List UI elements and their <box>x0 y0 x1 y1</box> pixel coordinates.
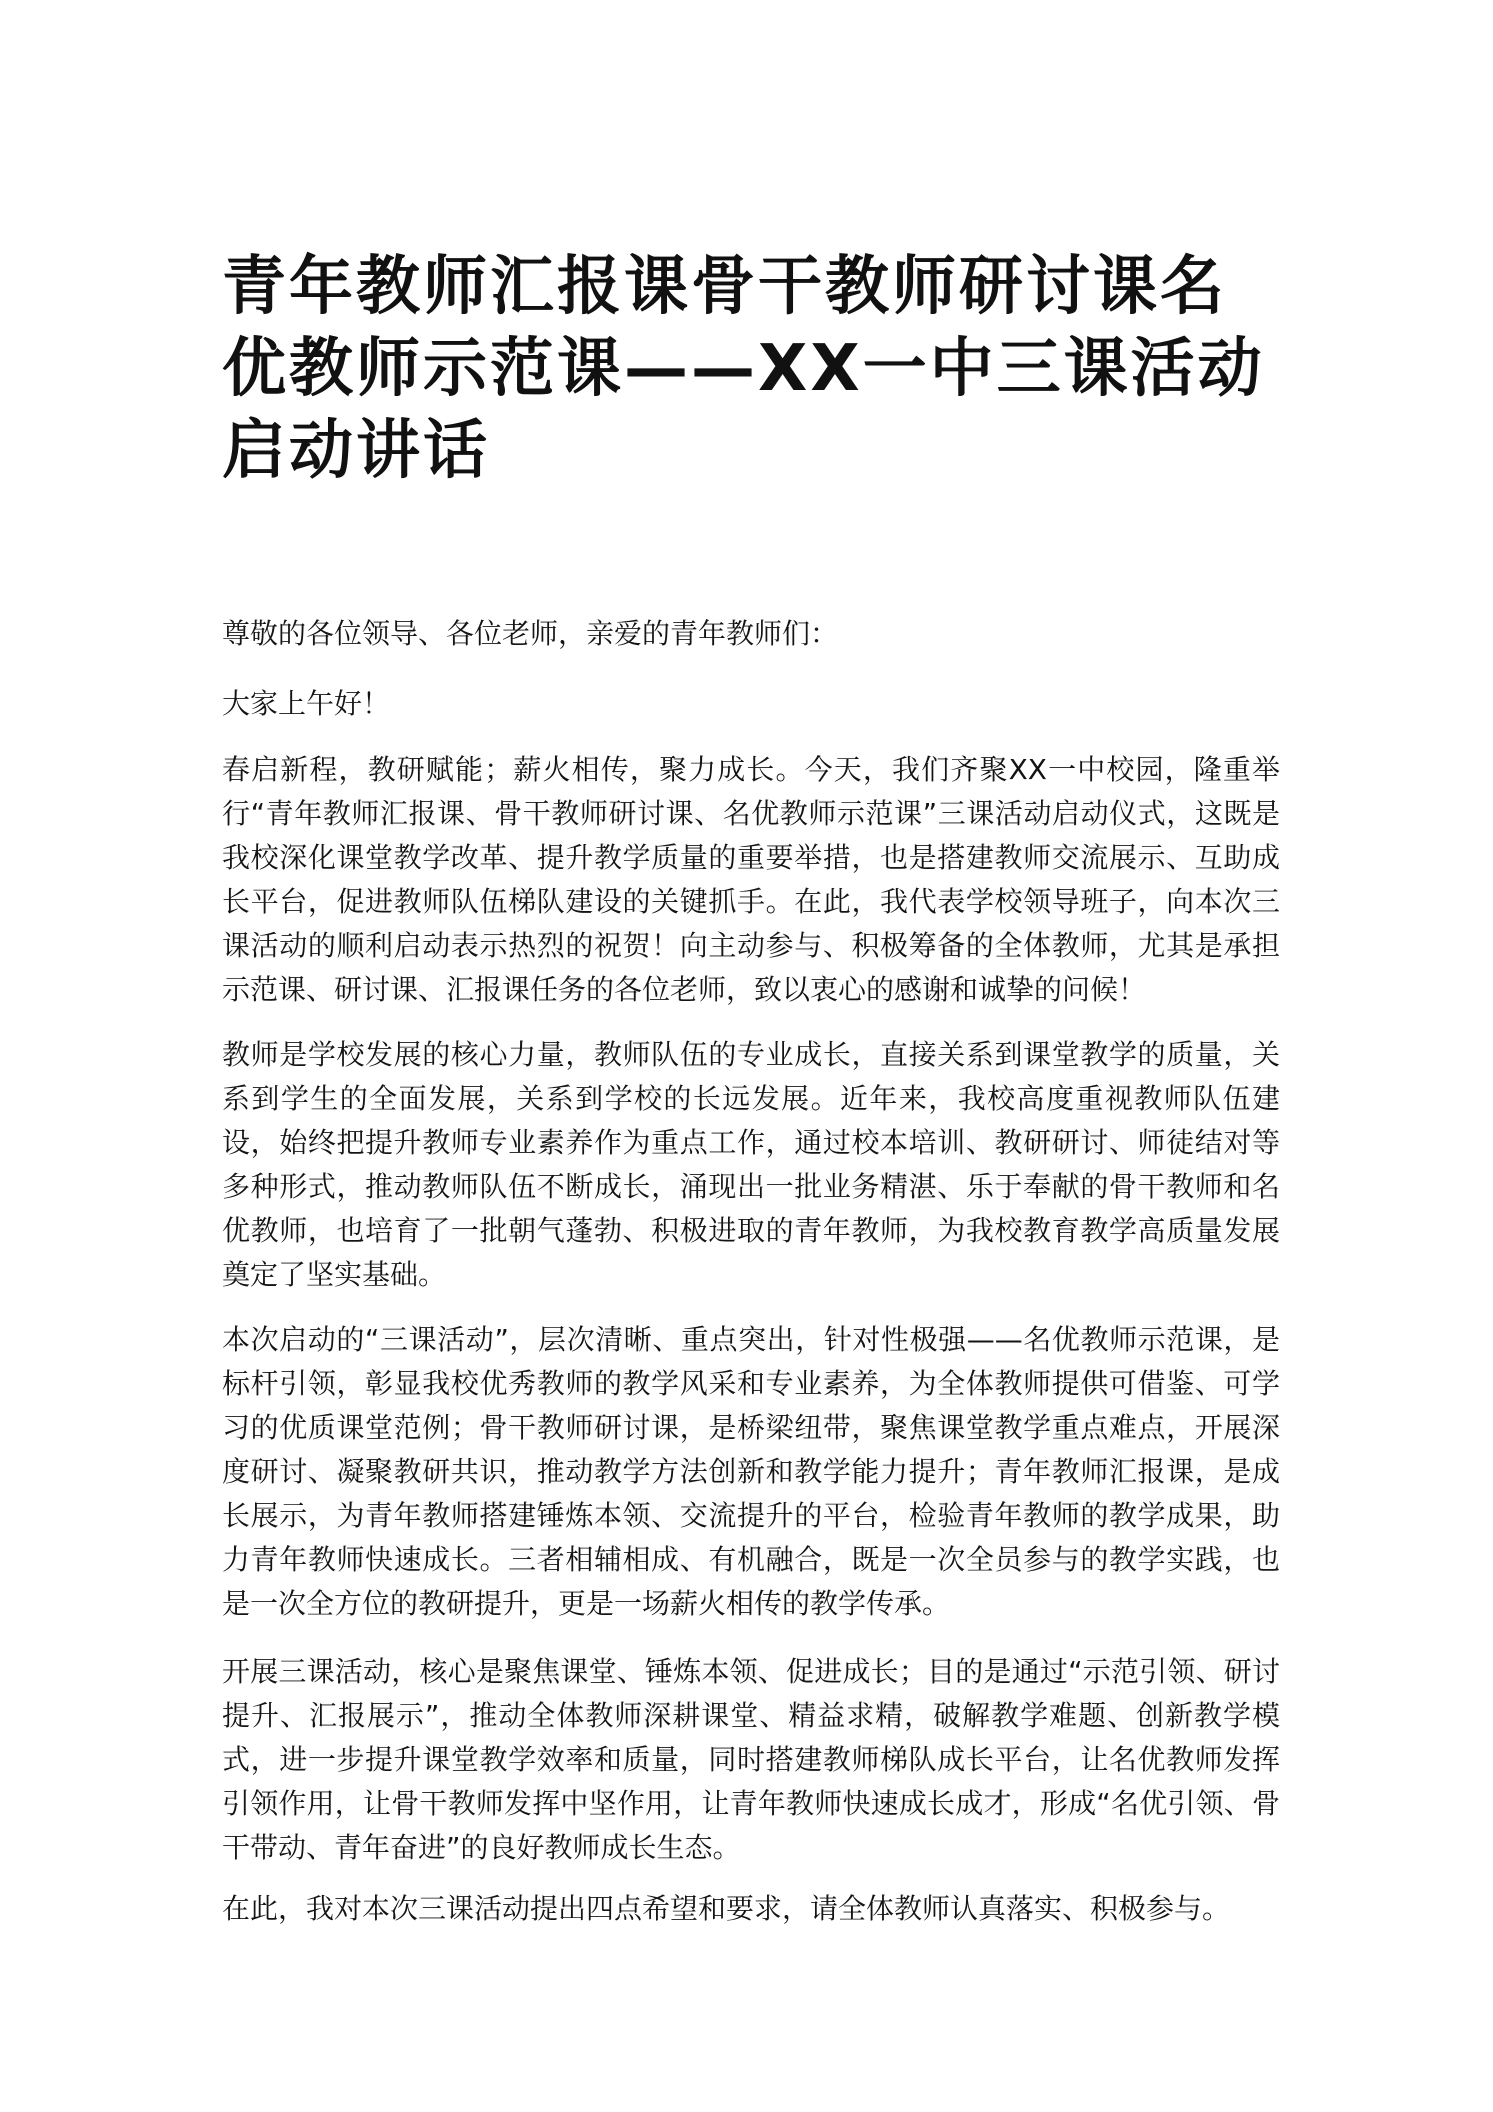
document-body <box>222 612 1280 1931</box>
salutation: 尊敬的各位领导、各位老师，亲爱的青年教师们： <box>222 617 839 650</box>
paragraph: 本次启动的“三课活动”，层次清晰、重点突出，针对性极强——名优教师示范课，是标杆引领，彰显我校优秀教师的教学风采和专业素养，为全体教师提供可借鉴、可学习的优质课堂范例；骨干教师研讨课，是桥梁纽带，聚焦课堂教学重点难点，开展深度研讨、凝聚教研共识，推动教学方法创新和教学能力提升；青年教师汇报课，是成长展示，为青年教师搭建锤炼本领、交流提升的平台，检验青年教师的教学成果，助力青年教师快速成长。三者相辅相成、有机融合，既是一次全员参与的教学实践，也是一次全方位的教研提升，更是一场薪火相传的教学传承。 <box>222 1323 1280 1620</box>
paragraph: 教师是学校发展的核心力量，教师队伍的专业成长，直接关系到课堂教学的质量，关系到学生的全面发展，关系到学校的长远发展。近年来，我校高度重视教师队伍建设，始终把提升教师专业素养作为重点工作，通过校本培训、教研研讨、师徒结对等多种形式，推动教师队伍不断成长，涌现出一批业务精湛、乐于奉献的骨干教师和名优教师，也培育了一批朝气蓬勃、积极进取的青年教师，为我校教育教学高质量发展奠定了坚实基础。 <box>222 1038 1280 1291</box>
document-title: 青年教师汇报课骨干教师研讨课名优教师示范课——XX一中三课活动启动讲话 <box>222 250 1265 488</box>
paragraph: 春启新程，教研赋能；薪火相传，聚力成长。今天，我们齐聚XX一中校园，隆重举行“青年教师汇报课、骨干教师研讨课、名优教师示范课”三课活动启动仪式，这既是我校深化课堂教学改革、提升教学质量的重要举措，也是搭建教师交流展示、互助成长平台，促进教师队伍梯队建设的关键抓手。在此，我代表学校领导班子，向本次三课活动的顺利启动表示热烈的祝贺！向主动参与、积极筹备的全体教师，尤其是承担示范课、研讨课、汇报课任务的各位老师，致以衷心的感谢和诚挚的问候！ <box>222 753 1280 1006</box>
paragraph: 在此，我对本次三课活动提出四点希望和要求，请全体教师认真落实、积极参与。 <box>222 1892 1231 1925</box>
paragraph: 开展三课活动，核心是聚焦课堂、锤炼本领、促进成长；目的是通过“示范引领、研讨提升、汇报展示”，推动全体教师深耕课堂、精益求精，破解教学难题、创新教学模式，进一步提升课堂教学效率和质量，同时搭建教师梯队成长平台，让名优教师发挥引领作用，让骨干教师发挥中坚作用，让青年教师快速成长成才，形成“名优引领、骨干带动、青年奋进”的良好教师成长生态。 <box>222 1655 1280 1864</box>
greeting: 大家上午好！ <box>222 687 391 720</box>
